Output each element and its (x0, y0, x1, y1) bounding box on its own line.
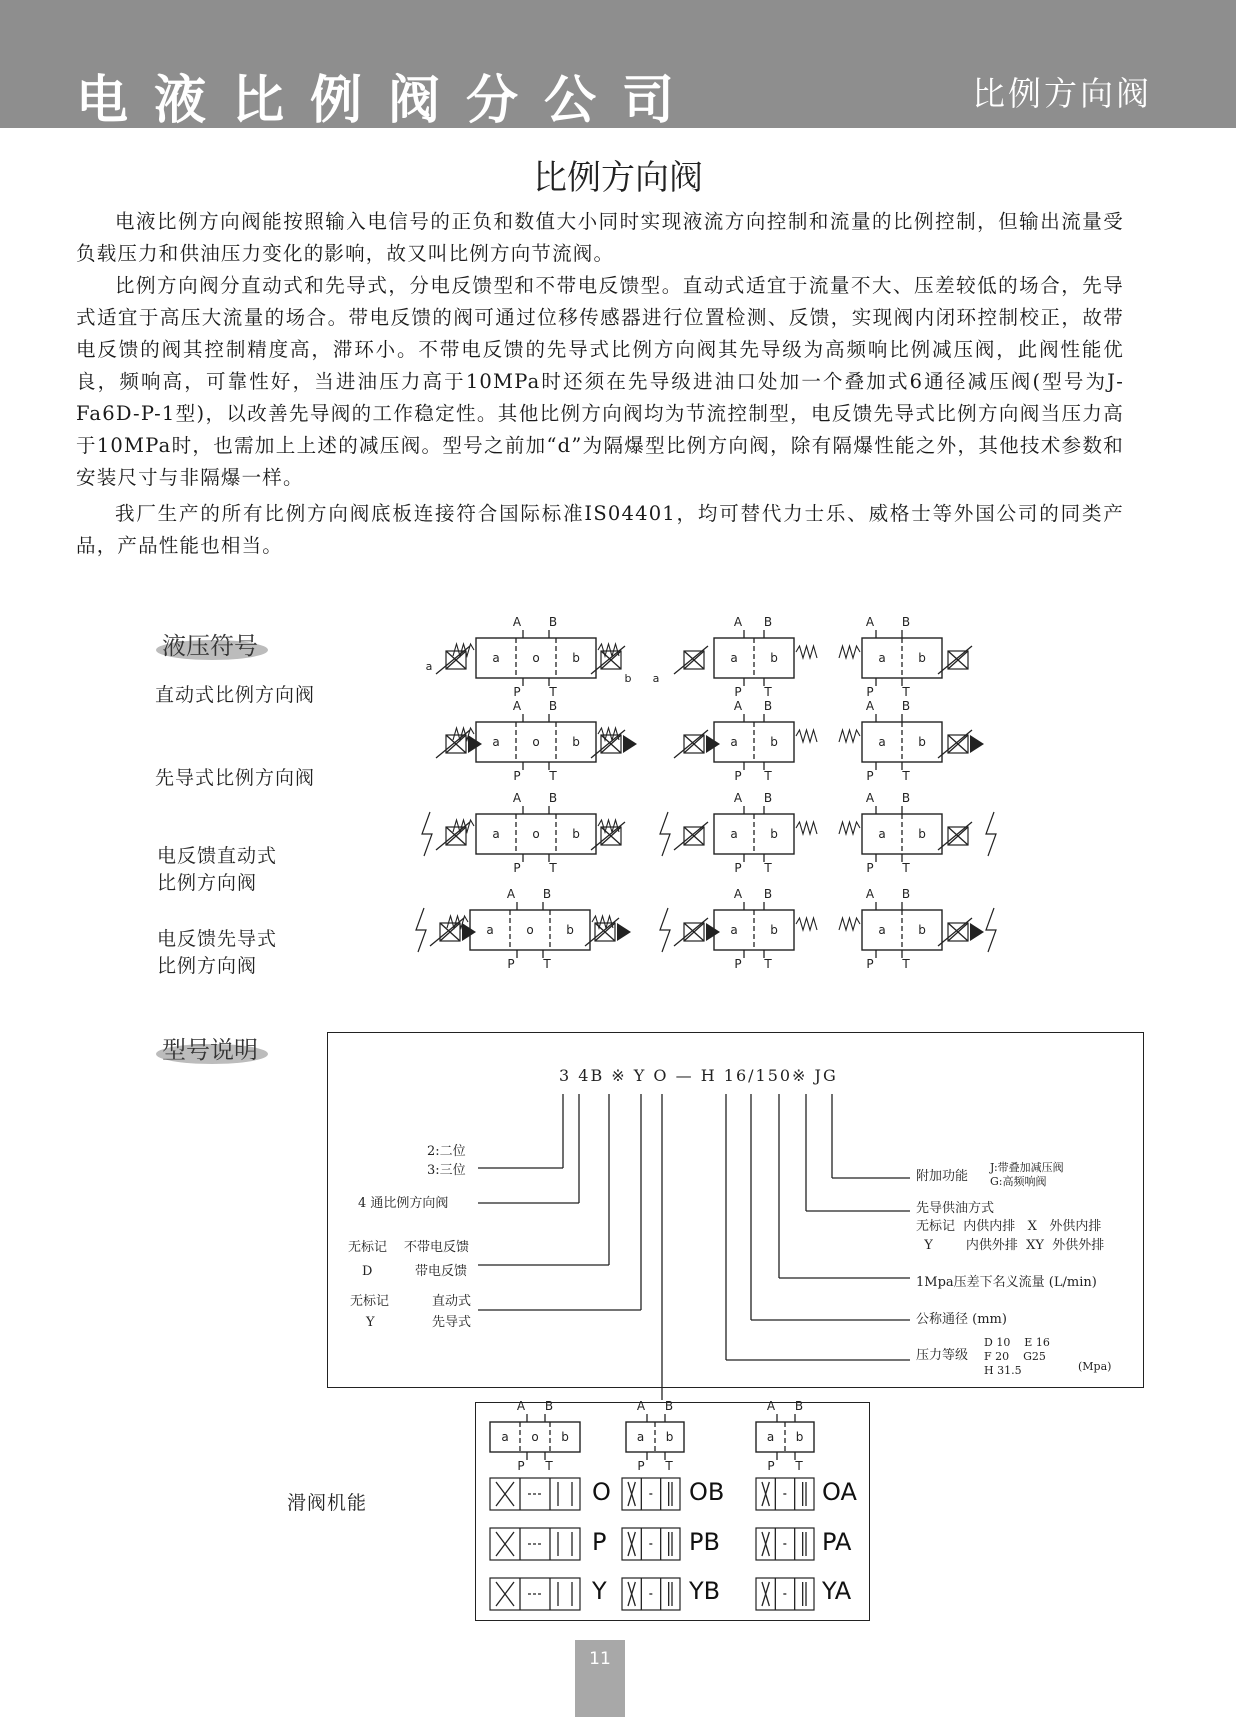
port-t-label: T (549, 685, 557, 699)
company-name: 电液比例阀分公司 (76, 71, 701, 131)
type-y-desc: 先导式 (432, 1315, 472, 1330)
port-t-label: T (764, 685, 772, 699)
way-label: 4 通比例方向阀 (358, 1196, 449, 1211)
type-y-mark: Y (366, 1315, 375, 1330)
extra-function-label: 附加功能 (916, 1169, 969, 1184)
port-b-label: B (763, 887, 773, 901)
port-b-label: B (901, 887, 911, 901)
port-t-label: T (543, 957, 551, 971)
spool-position-label: a (878, 827, 886, 841)
size-label: 公称通径 (mm) (916, 1312, 1007, 1327)
spool-position-label: b (566, 923, 574, 937)
spool-position-label: o (532, 651, 540, 665)
port-t-label: T (902, 957, 910, 971)
spool-position-label: o (526, 923, 534, 937)
page-number: 11 (575, 1640, 625, 1717)
spool-position-label: a (492, 651, 500, 665)
spool-position-label: a (878, 651, 886, 665)
port-p-label: P (517, 1459, 525, 1473)
port-b-label: B (763, 791, 773, 805)
spool-position-label: a (486, 923, 494, 937)
pilot-supply-row-2: Y 内供外排 XY 外供外排 (916, 1238, 1105, 1253)
port-a-label: A (512, 791, 522, 805)
feedback-none-mark: 无标记 (348, 1240, 388, 1255)
solenoid-b-label: b (624, 672, 632, 685)
spool-function-yb: YB (689, 1577, 721, 1605)
spool-position-label: b (572, 827, 580, 841)
port-a-label: A (865, 615, 875, 629)
spool-position-label: a (730, 827, 738, 841)
paragraph-1: 电液比例方向阀能按照输入电信号的正负和数值大小同时实现液流方向控制和流量的比例控制，但输出流量受负载压力和供油压力变化的影响，故又叫比例方向节流阀。 (76, 210, 1124, 265)
spool-function-pa: PA (822, 1528, 852, 1556)
port-a-label: A (733, 699, 743, 713)
spool-position-label: o (532, 735, 540, 749)
spool-function-pb: PB (689, 1528, 720, 1556)
port-t-label: T (545, 1459, 553, 1473)
port-p-label: P (637, 1459, 645, 1473)
spool-position-label: b (918, 651, 926, 665)
spool-position-label: b (918, 827, 926, 841)
paragraph-3: 我厂生产的所有比例方向阀底板连接符合国际标准IS04401，均可替代力士乐、威格士等外国公司的同类产品，产品性能也相当。 (76, 502, 1124, 557)
spool-position-label: a (766, 1430, 775, 1444)
row-label-pilot: 先导式比例方向阀 (155, 767, 316, 789)
type-none-mark: 无标记 (350, 1294, 390, 1309)
port-t-label: T (764, 861, 772, 875)
symbols-heading: 液压符号 (162, 626, 258, 661)
model-heading: 型号说明 (162, 1030, 258, 1065)
spool-position-label: a (730, 651, 738, 665)
port-a-label: A (766, 1399, 776, 1413)
port-t-label: T (795, 1459, 803, 1473)
port-p-label: P (866, 769, 874, 783)
spool-position-label: a (878, 735, 886, 749)
spool-position-label: b (572, 735, 580, 749)
port-t-label: T (549, 769, 557, 783)
spool-function-y: Y (592, 1577, 607, 1605)
extra-function-g: G:高频响阀 (990, 1175, 1047, 1188)
spool-position-label: a (730, 735, 738, 749)
port-p-label: P (513, 861, 521, 875)
spool-position-label: o (532, 827, 540, 841)
spool-function-ob: OB (689, 1478, 725, 1506)
spool-position-label: b (665, 1430, 674, 1444)
pilot-supply-label: 先导供油方式 (916, 1201, 995, 1216)
paragraph-2: 比例方向阀分直动式和先导式，分电反馈型和不带电反馈型。直动式适宜于流量不大、压差较低的场合，先导式适宜于高压大流量的场合。带电反馈的阀可通过位移传感器进行位置检测、反馈，实现阀内闭环控制校正，故带电反馈的阀其控制精度高，滞环小。不带电反馈的先导式比例方向阀其先导级为高频响比例减压阀，此阀性能优良，频响高，可靠性好，当进油压力高于10MPa时还须在先导级进油口处加一个叠加式6通径减压阀(型号为J-Fa6D-P-1型)，以改善先导阀的工作稳定性。其他比例方向阀均为节流控制型，电反馈先导式比例方向阀当压力高于10MPa时，也需加上上述的减压阀。型号之前加“d”为隔爆型比例方向阀，除有隔爆性能之外，其他技术参数和安装尺寸与非隔爆一样。 (76, 274, 1124, 489)
port-p-label: P (866, 957, 874, 971)
pilot-supply-row-1: 无标记 内供内排 X 外供内排 (916, 1219, 1102, 1234)
pressure-level-3: H 31.5 (984, 1364, 1022, 1377)
port-a-label: A (512, 699, 522, 713)
port-t-label: T (549, 861, 557, 875)
port-a-label: A (516, 1399, 526, 1413)
page-title: 比例方向阀 (533, 158, 703, 198)
port-p-label: P (513, 769, 521, 783)
port-b-label: B (763, 615, 773, 629)
pressure-level-1: D 10 E 16 (984, 1336, 1050, 1349)
row-label-feedback-direct: 电反馈直动式 比例方向阀 (157, 845, 278, 894)
port-b-label: B (763, 699, 773, 713)
spool-function-p: P (592, 1528, 607, 1556)
spool-position-label: a (492, 827, 500, 841)
port-a-label: A (733, 615, 743, 629)
spool-position-label: o (531, 1430, 539, 1444)
port-b-label: B (664, 1399, 674, 1413)
port-a-label: A (733, 791, 743, 805)
spool-label: 滑阀机能 (287, 1492, 368, 1514)
spool-function-o: O (592, 1478, 611, 1506)
port-a-label: A (865, 791, 875, 805)
port-b-label: B (548, 699, 558, 713)
spool-position-label: b (918, 923, 926, 937)
spool-position-label: b (918, 735, 926, 749)
port-p-label: P (767, 1459, 775, 1473)
port-t-label: T (902, 769, 910, 783)
model-code: 3 4B ※ Y O — H 16/150※ JG (559, 1066, 838, 1085)
port-p-label: P (734, 685, 742, 699)
positions-2: 2:二位 (427, 1144, 466, 1159)
port-t-label: T (764, 769, 772, 783)
port-p-label: P (513, 685, 521, 699)
spool-function-ya: YA (822, 1577, 852, 1605)
spool-position-label: a (501, 1430, 509, 1444)
feedback-d-desc: 带电反馈 (415, 1264, 468, 1279)
port-p-label: P (734, 769, 742, 783)
solenoid-a-label: a (425, 660, 433, 673)
port-a-label: A (512, 615, 522, 629)
spool-box (475, 1402, 870, 1621)
section-name: 比例方向阀 (972, 74, 1152, 113)
port-p-label: P (866, 685, 874, 699)
port-a-label: A (636, 1399, 646, 1413)
pressure-level-2: F 20 G25 (984, 1350, 1046, 1363)
port-t-label: T (902, 685, 910, 699)
solenoid-a-label: a (652, 672, 660, 685)
spool-position-label: b (770, 735, 778, 749)
port-b-label: B (901, 615, 911, 629)
port-a-label: A (865, 887, 875, 901)
spool-position-label: a (878, 923, 886, 937)
positions-3: 3:三位 (427, 1163, 466, 1178)
port-b-label: B (548, 615, 558, 629)
port-a-label: A (865, 699, 875, 713)
spool-position-label: b (770, 651, 778, 665)
row-label-feedback-pilot: 电反馈先导式 比例方向阀 (157, 928, 278, 977)
port-b-label: B (901, 699, 911, 713)
port-b-label: B (794, 1399, 804, 1413)
feedback-d-mark: D (362, 1264, 373, 1279)
port-a-label: A (733, 887, 743, 901)
pressure-unit: (Mpa) (1078, 1360, 1112, 1373)
port-t-label: T (902, 861, 910, 875)
spool-position-label: b (770, 827, 778, 841)
port-b-label: B (542, 887, 552, 901)
type-none-desc: 直动式 (432, 1294, 472, 1309)
flow-label: 1Mpa压差下名义流量 (L/min) (916, 1275, 1097, 1290)
spool-function-oa: OA (822, 1478, 857, 1506)
port-t-label: T (665, 1459, 673, 1473)
port-b-label: B (544, 1399, 554, 1413)
feedback-none-desc: 不带电反馈 (404, 1240, 470, 1255)
extra-function-j: J:带叠加减压阀 (990, 1161, 1064, 1174)
spool-position-label: b (770, 923, 778, 937)
spool-position-label: b (561, 1430, 569, 1444)
port-p-label: P (734, 861, 742, 875)
spool-position-label: b (572, 651, 580, 665)
spool-position-label: a (492, 735, 500, 749)
spool-position-label: a (730, 923, 738, 937)
pressure-label: 压力等级 (916, 1348, 969, 1363)
spool-position-label: a (636, 1430, 645, 1444)
port-b-label: B (548, 791, 558, 805)
port-b-label: B (901, 791, 911, 805)
port-p-label: P (734, 957, 742, 971)
port-p-label: P (507, 957, 515, 971)
port-a-label: A (506, 887, 516, 901)
port-t-label: T (764, 957, 772, 971)
port-p-label: P (866, 861, 874, 875)
row-label-direct: 直动式比例方向阀 (155, 684, 316, 706)
spool-position-label: b (795, 1430, 804, 1444)
